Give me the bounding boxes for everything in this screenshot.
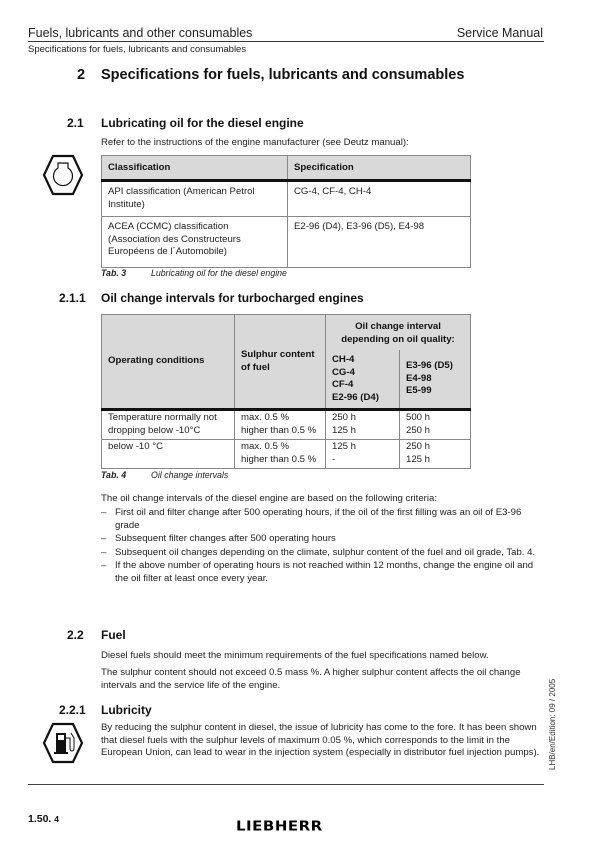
list-item: – If the above number of operating hours is not reached within 12 months, change the engine oil and the oil filter at least once every year. (101, 560, 546, 585)
lubricating-oil-table (101, 155, 471, 268)
section-number: 2.2.1 (59, 703, 86, 717)
table-3-caption (101, 268, 287, 278)
oil-grade: CG-4 (332, 366, 355, 378)
table-cell: E2-96 (D4), E3-96 (D5), E4-98 (288, 217, 471, 268)
table-cell: max. 0.5 % higher than 0.5 % (235, 440, 326, 469)
table-cell: API classification (American Petrol Institute) (102, 181, 288, 217)
section-title: Oil change intervals for turbocharged engines (101, 291, 364, 305)
oil-grade: CF-4 (332, 379, 354, 390)
engine-oil-hexagon-icon (42, 154, 84, 196)
caption-label: Tab. 4 (101, 470, 127, 480)
column-header-specification: Specification (288, 156, 471, 181)
caption-text: Lubricating oil for the diesel engine (151, 268, 287, 278)
running-header-manual: Service Manual (456, 26, 543, 40)
list-item: – Subsequent oil changes depending on the climate, sulphur content of the fuel and oil grade, Tab. 4. (101, 547, 546, 560)
table-row (102, 217, 471, 268)
section-title: Lubricating oil for the diesel engine (101, 116, 304, 130)
section-2-1-intro: Refer to the instructions of the engine manufacturer (see Deutz manual): (101, 137, 409, 148)
caption-text: Oil change intervals (151, 470, 229, 480)
column-header-quality-1 (326, 350, 400, 410)
fuel-paragraph-2: The sulphur content should not exceed 0.5 mass %. A higher sulphur content affects the oil change intervals and the service life of the engine. (101, 667, 521, 691)
table-row (102, 181, 471, 217)
liebherr-logo: LIEBHERR (236, 817, 323, 835)
section-number: 2.2 (67, 628, 84, 642)
table-cell: ACEA (CCMC) classification (Association des Constructeurs Européens de l´Automobile) (102, 217, 288, 268)
table-row (102, 440, 471, 469)
section-title: Lubricity (101, 703, 152, 717)
page-number-sub: 4 (54, 814, 60, 824)
oil-grade: CH-4 (332, 354, 355, 365)
page-number (28, 813, 59, 825)
column-group-header-oil-interval: Oil change interval depending on oil quality: (326, 315, 471, 351)
table-cell: max. 0.5 % higher than 0.5 % (235, 410, 326, 440)
oil-grade: E4-98 (406, 372, 432, 384)
table-cell: CG-4, CF-4, CH-4 (288, 181, 471, 217)
section-number: 2.1 (67, 116, 84, 130)
table-cell: 125 h - (326, 440, 400, 469)
oil-grade: E2-96 (D4) (332, 391, 379, 403)
table-cell: 500 h 250 h (400, 410, 471, 440)
caption-label: Tab. 3 (101, 268, 127, 278)
list-item: – First oil and filter change after 500 operating hours, if the oil of the first filling was an oil of E3-96 grade (101, 507, 546, 532)
column-header-classification: Classification (102, 156, 288, 181)
table-cell: 250 h 125 h (400, 440, 471, 469)
table-cell: Temperature normally not dropping below -10°C (102, 410, 235, 440)
oil-grade: E5-99 (406, 385, 432, 397)
running-header-chapter: Fuels, lubricants and other consumables (28, 26, 253, 40)
table-row (102, 410, 471, 440)
criteria-intro: The oil change intervals of the diesel engine are based on the following criteria: (101, 493, 437, 504)
footer-divider (28, 784, 544, 785)
list-item: – Subsequent filter changes after 500 operating hours (101, 533, 546, 546)
edition-note: LHB/en/Edition: 09 / 2005 (548, 678, 557, 770)
lubricity-paragraph: By reducing the sulphur content in diesel, the issue of lubricity has come to the fore. It has been shown that diesel fuels with the sulphur levels of maximum 0.05 %, which corresponds to the limit in the European Union, can lead to wear in the injection system (especially in distributor fuel injection pumps). (101, 722, 540, 758)
table-4-caption (101, 470, 228, 480)
column-header-sulphur-content: Sulphur content of fuel (235, 315, 326, 410)
table-cell: 250 h 125 h (326, 410, 400, 440)
running-header-subtitle: Specifications for fuels, lubricants and consumables (28, 44, 247, 55)
section-number: 2 (77, 67, 86, 83)
column-header-operating-conditions: Operating conditions (102, 315, 235, 410)
fuel-pump-hexagon-icon (42, 722, 84, 764)
column-header-quality-2 (400, 350, 471, 410)
fuel-paragraph-1: Diesel fuels should meet the minimum requirements of the fuel specifications named below. (101, 650, 489, 661)
section-title: Fuel (101, 628, 126, 642)
oil-change-interval-table (101, 314, 471, 469)
section-title: Specifications for fuels, lubricants and consumables (101, 67, 465, 83)
header-divider (28, 41, 544, 42)
oil-grade: E3-96 (D5) (406, 360, 453, 372)
section-number: 2.1.1 (59, 291, 86, 305)
criteria-list (101, 506, 546, 585)
page-number-main: 1.50. (28, 813, 52, 825)
table-cell: below -10 °C (102, 440, 235, 469)
